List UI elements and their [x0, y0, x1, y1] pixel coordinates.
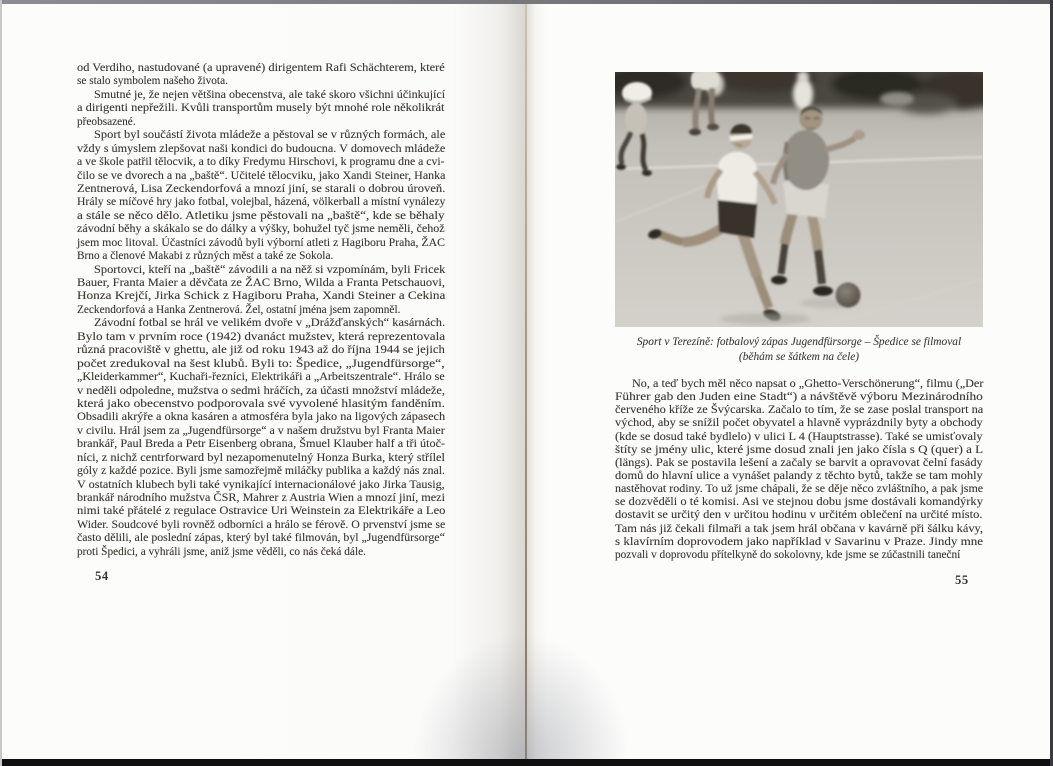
text-line: Zeckendorfová a Hanka Zentnerová. Žel, ostatní jména jsem zapomněl. [77, 303, 401, 316]
football-photo [615, 72, 983, 327]
text-line: která jako obecenstvo podporovala své vyvolené hlasitým fanděním. [77, 397, 445, 410]
page-number-left: 54 [95, 569, 109, 583]
text-line: Bylo tam v prvním roce (1942) dvanáct mužstev, která reprezentovala [77, 330, 446, 343]
page-right [527, 4, 1050, 759]
scanner-edge-top [0, 0, 1053, 4]
text-line: Závodní fotbal se hrál ve velikém dvoře v „Drážďanských“ kasárnách. [94, 317, 446, 330]
text-line: jsem moc litoval. Účastníci závodů byli výborní atleti z Hagiboru Praha, ŽAC [77, 236, 445, 249]
football-photo-graphic [615, 72, 983, 327]
caption-line-1: Sport v Terezíně: fotbalový zápas Jugendfürsorge – Špedice se filmoval [636, 336, 962, 348]
text-line: a dirigenti nepřežili. Kvůli transportům musely být mnohé role několikrát [77, 102, 445, 115]
text-line: góly z každé pozice. Byli jsme samozřejmě miláčky publika a každý nás znal. [77, 465, 445, 478]
text-line: Sportovci, kteří na „baště“ závodili a na něž si vzpomínám, byli Fricek [94, 263, 446, 276]
text-line: dostavit se určitý den v určitou hodinu v určitém oblečení na určité místo. [615, 509, 983, 522]
text-line: Zentnerová, Lisa Zeckendorfová a mnozí jiní, se starali o dobrou úroveň. [77, 182, 446, 195]
text-line: od Verdiho, nastudované (a upravené) dirigentem Rafi Schächterem, které [77, 62, 445, 74]
text-line: vždy s úmyslem zlepšovat naši kondici do budoucna. V domovech mládeže [77, 142, 446, 155]
text-line: (kde se dosud také bydlelo) v ulici L 4 (Hauptstrasse). Také se umisťovaly [615, 430, 983, 443]
page-left [2, 4, 526, 759]
text-line: různá pracoviště v ghettu, ale již od roku 1943 až do října 1944 se jejich [77, 344, 445, 357]
text-line: domů do hlavní ulice a vynášet palandy z těchto bytů, takže se tam mohly [615, 469, 983, 482]
text-line: přeobsazené. [77, 115, 136, 128]
text-line: Sport byl součástí života mládeže a pěstoval se v různých formách, ale [94, 129, 446, 142]
text-line: V ostatních klubech byli také vynikající internacionálové jako Jirka Tausig, [77, 478, 445, 491]
text-line: nimi také přátelé z regulace Ostravice Uri Weinstein za Elektrikáře a Leo [77, 505, 446, 518]
text-line: níci, z nichž centrforward byl nezapomenutelný Honza Burka, který střílel [77, 451, 445, 464]
left-page-text [77, 62, 445, 559]
text-line: nastěhovat rodiny. To už jsme chápali, že se děje něco zvláštního, a pak jsme [615, 483, 984, 496]
photo-shadow [720, 313, 810, 325]
page-number-right: 55 [955, 573, 969, 587]
text-line: se dozvěděli o té komisi. Asi ve stejnou dobu jsme dostávali komandýrky [615, 496, 983, 509]
text-line: brankář, Paul Breda a Petr Eisenberg obrana, Šmuel Klauber half a tři útoč- [77, 438, 446, 451]
photo-caption [615, 335, 983, 365]
text-line: závodní běhy a skákalo se do dálky a výšky, bohužel tyč jsme neměli, čehož [77, 223, 445, 236]
text-line: Hrály se míčové hry jako fotbal, volejbal, házená, völkerball a místní vynálezy [77, 196, 446, 209]
text-line: Brno a členové Makabi z různých měst a také ze Sokola. [77, 250, 334, 263]
text-line: čilo se ve dvorech a na „baště“. Učitelé tělocviku, jako Xandi Steiner, Hanka [77, 169, 446, 182]
text-line: počet zredukoval na šest klubů. Byli to: Špedice, „Jugendfürsorge“, [77, 357, 445, 370]
text-line: Wider. Soudcové byli rovněž odborníci a hrálo se férově. O prvenství jsme se [77, 518, 446, 531]
text-line: červeného kříže ze Švýcarska. Začalo to tím, že se zase poslal transport na [615, 404, 984, 417]
text-line: „Kleiderkammer“, Kuchaři-řezníci, Elektrikáři a „Arbeitszentrale“. Hrálo se [77, 371, 445, 384]
text-line: s klavírním doprovodem jako například v Savarinu v Praze. Jindy mne [615, 535, 984, 548]
text-line: Bauer, Franta Maier a děvčata ze ŽAC Brno, Wilda a Franta Petschauovi, [77, 277, 446, 289]
text-line: Führer gab den Juden eine Stadt“) a návštěvě výboru Mezinárodního [615, 391, 983, 404]
book-spine [525, 4, 527, 759]
text-line: (längs). Pak se postavila lešení a začaly se barvit a opravovat čelní fasády [615, 456, 983, 469]
text-line: se stalo symbolem našeho života. [77, 75, 228, 88]
scanner-edge-bottom [0, 759, 1053, 766]
photo-football [836, 283, 861, 308]
text-line: brankář národního mužstva ČSR, Mahrer z Austria Wien a mnozí jiní, mezi [77, 492, 445, 504]
scanner-edge-left [0, 0, 2, 766]
text-line: často dělili, ale poslední zápas, který byl také filmován, byl „Jugendfürsorge“ [77, 532, 445, 545]
text-line: v neděli odpoledne, mužstva o sedmi hráčích, za účasti množství mládeže, [77, 384, 445, 397]
text-line: proti Špedici, a vyhráli jsme, aniž jsme věděli, co nás čeká dále. [77, 545, 366, 558]
caption-line-2: (běhám se šátkem na čele) [738, 350, 860, 363]
text-line: štíty se jmény ulic, které jsme dosud znali jen jako čísla s Q (quer) a L [615, 443, 984, 456]
text-line: východ, aby se snížil počet obyvatel a hlavně vyprázdnily byty a obchody [615, 417, 983, 430]
text-line: Obsadili akrýře a okna kasáren a atmosféra byla jako na ligových zápasech [77, 411, 446, 424]
text-line: a ve škole patřil tělocvik, a to díky Fredymu Hirschovi, k programu dne a cvi- [77, 156, 445, 169]
text-line: Smutné je, že nejen většina obecenstva, ale také skoro všichni účinkující [94, 88, 446, 101]
text-line: a stále se něco dělo. Atletiku jsme pěstovali na „baště“, kde se běhaly [77, 209, 445, 222]
text-line: Honza Krejčí, Jirka Schick z Hagiboru Praha, Xandi Steiner a Cekina [77, 290, 446, 303]
text-line: No, a teď bych měl něco napsat o „Ghetto-Verschönerung“, filmu („Der [632, 378, 984, 390]
right-page-text [615, 378, 983, 562]
text-line: v civilu. Hrál jsem za „Jugendfürsorge“ a v našem družstvu byl Franta Maier [77, 424, 445, 437]
text-line: pozvali v doprovodu přítelkyně do sokolovny, kde jsme se zúčastnili taneční [615, 548, 961, 561]
text-line: Tam nás již čekali filmaři a tak jsem hrál občana v kavárně při šálku kávy, [615, 522, 984, 535]
